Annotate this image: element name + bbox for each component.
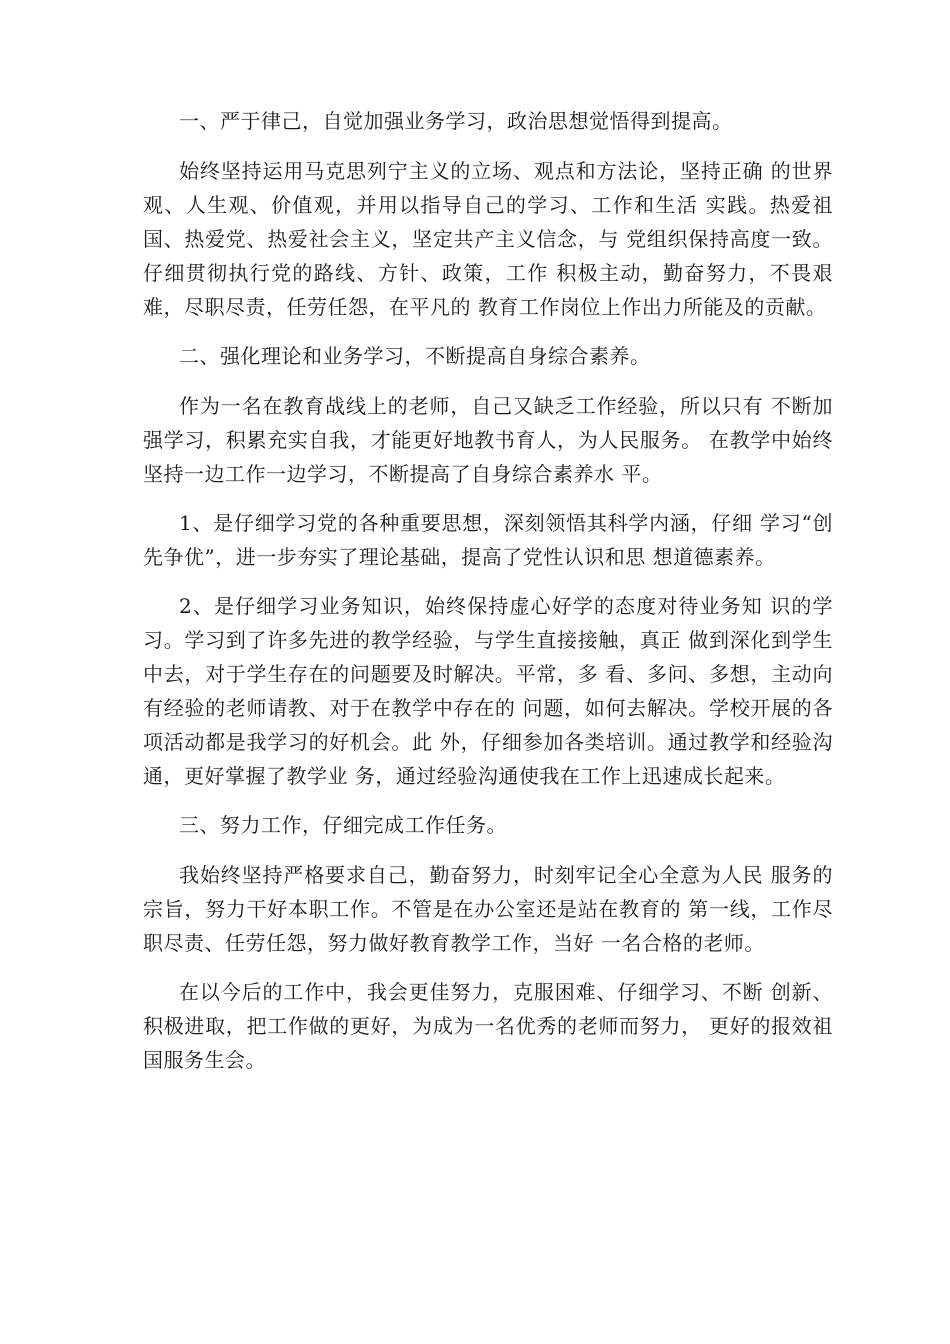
paragraph-political-study: 始终坚持运用马克思列宁主义的立场、观点和方法论，坚持正确 的世界观、人生观、价值观，并用以指导自己的学习、工作和生活 实践。热爱祖国、热爱党、热爱社会主义，坚定共产主义信念，与 党组织保持高度一致。仔细贯彻执行党的路线、方针、政策，工作 积极主动，勤奋努力，不畏艰难，尽职尽责，任劳任怨，在平凡的 教育工作岗位上作出力所能及的贡献。: [143, 159, 833, 319]
section-heading-1: 一、严于律己，自觉加强业务学习，政治思想觉悟得到提高。: [179, 109, 733, 133]
paragraph-item-1: 1、是仔细学习党的各种重要思想，深刻领悟其科学内涵，仔细 学习“创先争优”，进一步夯实了理论基础，提高了党性认识和思 想道德素养。: [143, 511, 833, 569]
section-heading-2: 二、强化理论和业务学习，不断提高自身综合素养。: [179, 344, 651, 368]
paragraph-item-2: 2、是仔细学习业务知识，始终保持虚心好学的态度对待业务知 识的学习。学习到了许多先进的教学经验，与学生直接接触，真正 做到深化到学生中去，对于学生存在的问题要及时解决。平常，多 看、多问、多想，主动向有经验的老师请教、对于在教学中存在的 问题，如何去解决。学校开展的各项活动都是我学习的好机会。此 外，仔细参加各类培训。通过教学和经验沟通，更好掌握了教学业 务，通过经验沟通使我在工作上迅速成长起来。: [143, 594, 833, 788]
paragraph-future-work: 在以今后的工作中，我会更佳努力，克服困难、仔细学习、不断 创新、积极进取，把工作做的更好，为成为一名优秀的老师而努力， 更好的报效祖国服务生会。: [143, 980, 833, 1072]
section-heading-3: 三、努力工作，仔细完成工作任务。: [179, 813, 507, 837]
document-body: [143, 104, 833, 1092]
paragraph-teacher-learning: 作为一名在教育战线上的老师，自己又缺乏工作经验，所以只有 不断加强学习，积累充实自我，才能更好地教书育人，为人民服务。 在教学中始终坚持一边工作一边学习，不断提高了自身综合素养水 平。: [143, 394, 833, 486]
paragraph-work-duty: 我始终坚持严格要求自己，勤奋努力，时刻牢记全心全意为人民 服务的宗旨，努力干好本职工作。不管是在办公室还是站在教育的 第一线，工作尽职尽责、任劳任怨，努力做好教育教学工作，当好 一名合格的老师。: [143, 863, 833, 955]
